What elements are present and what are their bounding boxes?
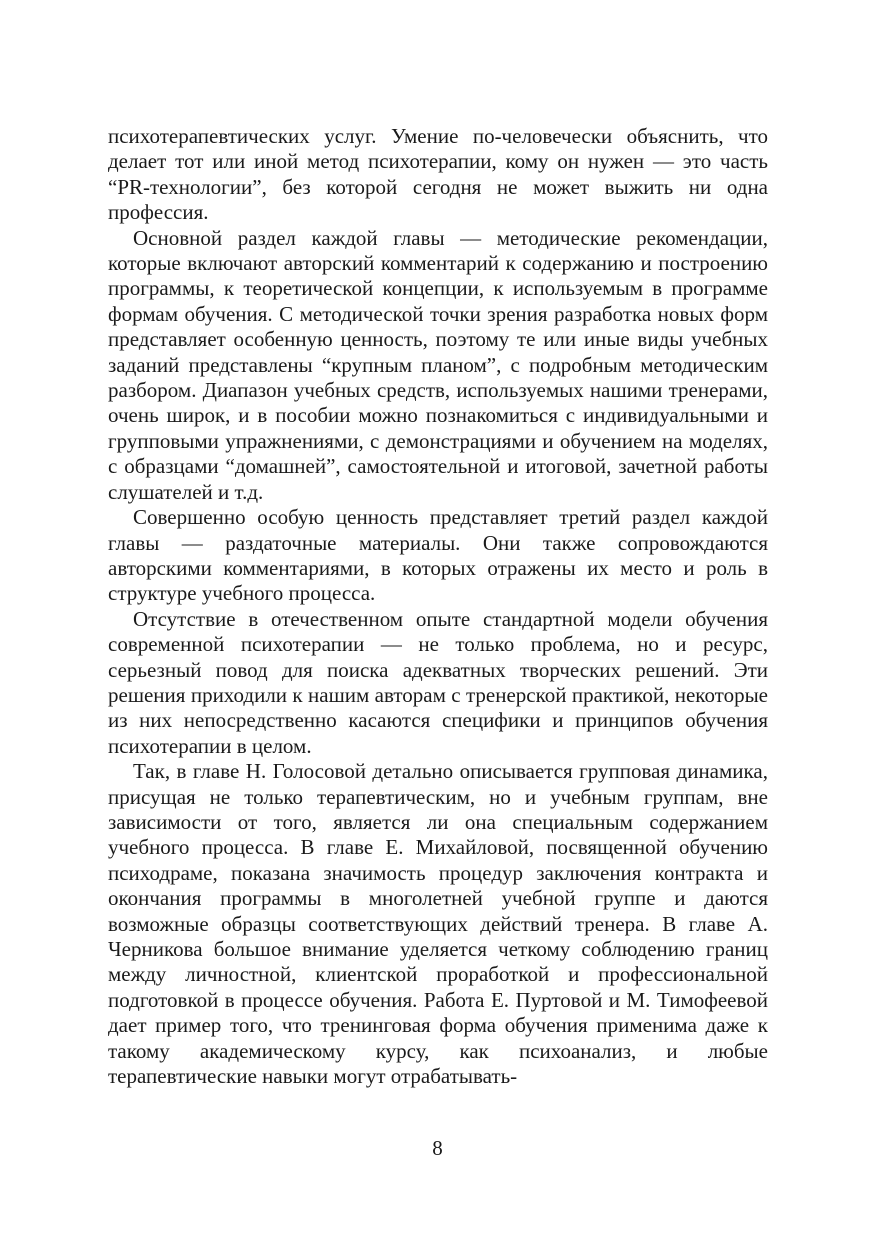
paragraph: Отсутствие в отечественном опыте стандартной модели обучения современной психотерапии — не только проблема, но и ресурс, серьезный повод для поиска адекватных творческих решений. Эти решения приходили к нашим авторам с тренерской практикой, некоторые из них непосредственно касаются специфики и принципов обучения психотерапии в целом. bbox=[108, 606, 768, 758]
body-text bbox=[108, 124, 768, 1089]
paragraph-continuation: психотерапевтических услуг. Умение по-человечески объяснить, что делает тот или иной метод психотерапии, кому он нужен — это часть “PR-технологии”, без которой сегодня не может выжить ни одна профессия. bbox=[108, 124, 768, 225]
paragraph: Основной раздел каждой главы — методические рекомендации, которые включают авторский комментарий к содержанию и построению программы, к теоретической концепции, к используемым в программе формам обучения. С методической точки зрения разработка новых форм представляет особенную ценность, поэтому те или иные виды учебных заданий представлены “крупным планом”, с подробным методическим разбором. Диапазон учебных средств, используемых нашими тренерами, очень широк, и в пособии можно познакомиться с индивидуальными и групповыми упражнениями, с демонстрациями и обучением на моделях, с образцами “домашней”, самостоятельной и итоговой, зачетной работы слушателей и т.д. bbox=[108, 225, 768, 504]
page-number: 8 bbox=[432, 1136, 443, 1160]
paragraph: Так, в главе Н. Голосовой детально описывается групповая динамика, присущая не только терапевтическим, но и учебным группам, вне зависимости от того, является ли она специальным содержанием учебного процесса. В главе Е. Михайловой, посвященной обучению психодраме, показана значимость процедур заключения контракта и окончания программы в многолетней учебной группе и даются возможные образцы соответствующих действий тренера. В главе А. Черникова большое внимание уделяется четкому соблюдению границ между личностной, клиентской проработкой и профессиональной подготовкой в процессе обучения. Работа Е. Пуртовой и М. Тимофеевой дает пример того, что тренинговая форма обучения применима даже к такому академическому курсу, как психоанализ, и любые терапевтические навыки могут отрабатывать- bbox=[108, 759, 768, 1089]
paragraph: Совершенно особую ценность представляет третий раздел каждой главы — раздаточные материалы. Они также сопровождаются авторскими комментариями, в которых отражены их место и роль в структуре учебного процесса. bbox=[108, 505, 768, 606]
